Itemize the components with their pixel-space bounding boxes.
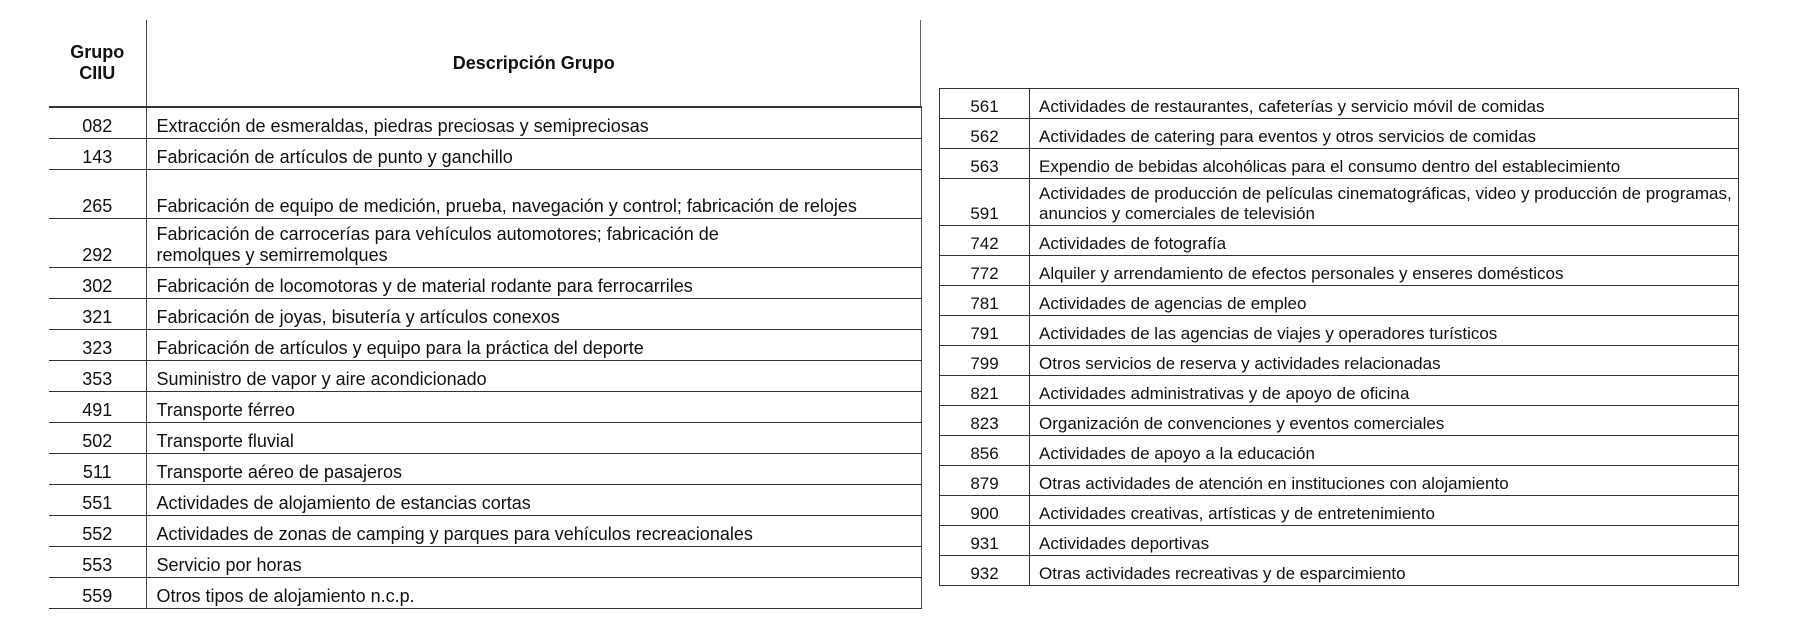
column-header-code-line2: CIIU bbox=[79, 63, 116, 83]
group-code: 511 bbox=[49, 454, 146, 485]
table-row bbox=[49, 170, 921, 219]
table-row bbox=[49, 139, 921, 170]
table-row bbox=[940, 226, 1739, 256]
group-description: Otras actividades de atención en instituciones con alojamiento bbox=[1030, 466, 1739, 496]
table-row bbox=[940, 526, 1739, 556]
group-code: 551 bbox=[49, 485, 146, 516]
group-description: Actividades deportivas bbox=[1030, 526, 1739, 556]
table-row bbox=[940, 149, 1739, 179]
group-code: 552 bbox=[49, 516, 146, 547]
ciiu-groups-table-right bbox=[939, 88, 1739, 586]
group-description: Actividades de apoyo a la educación bbox=[1030, 436, 1739, 466]
group-code: 563 bbox=[940, 149, 1030, 179]
group-code: 553 bbox=[49, 547, 146, 578]
group-code: 559 bbox=[49, 578, 146, 609]
group-description: Fabricación de locomotoras y de material rodante para ferrocarriles bbox=[146, 268, 921, 299]
group-description: Fabricación de carrocerías para vehículos automotores; fabricación de remolques y semirremolques bbox=[146, 219, 921, 268]
group-code: 323 bbox=[49, 330, 146, 361]
group-code: 321 bbox=[49, 299, 146, 330]
table-row bbox=[49, 219, 921, 268]
group-description: Otras actividades recreativas y de esparcimiento bbox=[1030, 556, 1739, 586]
group-code: 292 bbox=[49, 219, 146, 268]
table-row bbox=[49, 454, 921, 485]
column-header-code bbox=[49, 20, 146, 107]
group-description: Actividades de producción de películas cinematográficas, video y producción de programas, anuncios y comerciales de televisión bbox=[1030, 179, 1739, 226]
group-description: Fabricación de artículos y equipo para la práctica del deporte bbox=[146, 330, 921, 361]
table-row bbox=[940, 179, 1739, 226]
group-description: Transporte férreo bbox=[146, 392, 921, 423]
column-header-description: Descripción Grupo bbox=[146, 20, 921, 107]
group-code: 900 bbox=[940, 496, 1030, 526]
group-code: 879 bbox=[940, 466, 1030, 496]
group-description: Expendio de bebidas alcohólicas para el consumo dentro del establecimiento bbox=[1030, 149, 1739, 179]
table-row bbox=[940, 286, 1739, 316]
group-code: 791 bbox=[940, 316, 1030, 346]
group-code: 143 bbox=[49, 139, 146, 170]
group-code: 353 bbox=[49, 361, 146, 392]
table-row bbox=[49, 547, 921, 578]
group-description: Actividades administrativas y de apoyo de oficina bbox=[1030, 376, 1739, 406]
table-row bbox=[49, 107, 921, 139]
table-row bbox=[49, 330, 921, 361]
table-row bbox=[940, 436, 1739, 466]
table-row bbox=[940, 89, 1739, 119]
group-description: Actividades de catering para eventos y otros servicios de comidas bbox=[1030, 119, 1739, 149]
table-row bbox=[49, 516, 921, 547]
group-code: 562 bbox=[940, 119, 1030, 149]
group-code: 491 bbox=[49, 392, 146, 423]
group-code: 742 bbox=[940, 226, 1030, 256]
group-description: Extracción de esmeraldas, piedras preciosas y semipreciosas bbox=[146, 107, 921, 139]
table-row bbox=[49, 485, 921, 516]
group-description: Actividades de fotografía bbox=[1030, 226, 1739, 256]
group-description: Actividades de las agencias de viajes y operadores turísticos bbox=[1030, 316, 1739, 346]
table-row bbox=[940, 406, 1739, 436]
group-description: Actividades de agencias de empleo bbox=[1030, 286, 1739, 316]
group-description: Fabricación de joyas, bisutería y artículos conexos bbox=[146, 299, 921, 330]
group-code: 772 bbox=[940, 256, 1030, 286]
group-description: Transporte fluvial bbox=[146, 423, 921, 454]
group-description: Alquiler y arrendamiento de efectos personales y enseres domésticos bbox=[1030, 256, 1739, 286]
group-description: Fabricación de equipo de medición, prueba, navegación y control; fabricación de relojes bbox=[146, 170, 921, 219]
group-code: 591 bbox=[940, 179, 1030, 226]
group-code: 082 bbox=[49, 107, 146, 139]
group-description: Fabricación de artículos de punto y ganchillo bbox=[146, 139, 921, 170]
group-code: 856 bbox=[940, 436, 1030, 466]
group-code: 799 bbox=[940, 346, 1030, 376]
group-code: 932 bbox=[940, 556, 1030, 586]
table-row bbox=[940, 466, 1739, 496]
ciiu-groups-table-left bbox=[49, 20, 922, 609]
group-description: Organización de convenciones y eventos comerciales bbox=[1030, 406, 1739, 436]
group-code: 265 bbox=[49, 170, 146, 219]
table-row bbox=[940, 556, 1739, 586]
table-row bbox=[49, 361, 921, 392]
group-description: Suministro de vapor y aire acondicionado bbox=[146, 361, 921, 392]
group-code: 821 bbox=[940, 376, 1030, 406]
group-code: 931 bbox=[940, 526, 1030, 556]
group-description: Actividades creativas, artísticas y de entretenimiento bbox=[1030, 496, 1739, 526]
group-description: Transporte aéreo de pasajeros bbox=[146, 454, 921, 485]
table-row bbox=[940, 316, 1739, 346]
group-description: Actividades de zonas de camping y parques para vehículos recreacionales bbox=[146, 516, 921, 547]
table-row bbox=[940, 346, 1739, 376]
group-code: 302 bbox=[49, 268, 146, 299]
group-description: Otros tipos de alojamiento n.c.p. bbox=[146, 578, 921, 609]
table-row bbox=[940, 119, 1739, 149]
column-header-code-line1: Grupo bbox=[70, 42, 125, 62]
table-header-row bbox=[49, 20, 921, 107]
group-description: Actividades de restaurantes, cafeterías y servicio móvil de comidas bbox=[1030, 89, 1739, 119]
table-row bbox=[49, 423, 921, 454]
group-description: Servicio por horas bbox=[146, 547, 921, 578]
group-description: Actividades de alojamiento de estancias cortas bbox=[146, 485, 921, 516]
table-row bbox=[940, 376, 1739, 406]
table-row bbox=[940, 496, 1739, 526]
group-code: 823 bbox=[940, 406, 1030, 436]
table-row bbox=[940, 256, 1739, 286]
group-code: 781 bbox=[940, 286, 1030, 316]
table-row bbox=[49, 268, 921, 299]
group-description: Otros servicios de reserva y actividades relacionadas bbox=[1030, 346, 1739, 376]
table-row bbox=[49, 392, 921, 423]
table-row bbox=[49, 299, 921, 330]
group-code: 561 bbox=[940, 89, 1030, 119]
group-code: 502 bbox=[49, 423, 146, 454]
table-row bbox=[49, 578, 921, 609]
